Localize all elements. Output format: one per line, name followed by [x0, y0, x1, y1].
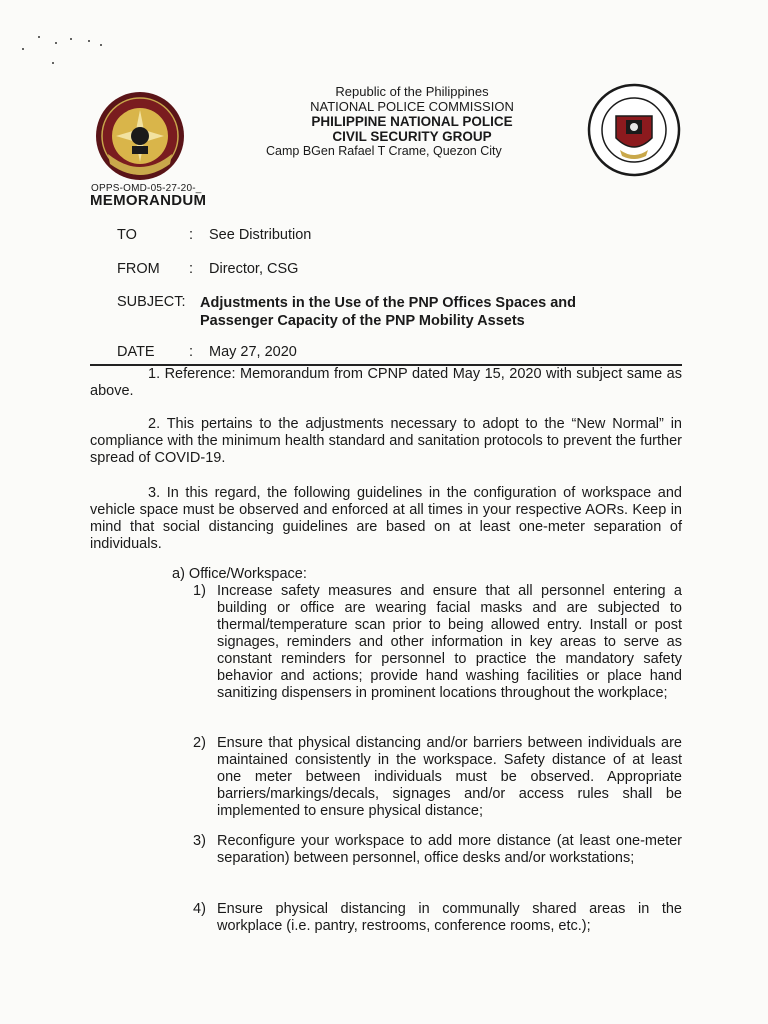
header-from — [117, 261, 298, 277]
header-subject — [117, 294, 630, 330]
list-item-number: 3) — [193, 833, 206, 849]
list-item-number: 4) — [193, 901, 206, 917]
memo-title: MEMORANDUM — [90, 192, 207, 209]
list-item-text: Increase safety measures and ensure that all personnel entering a building or office are wearing facial masks and are subjected to thermal/temperature scan prior to being allowed entry. Install or post signages, reminders and other information in key areas to serve as constant reminders for personnel to practice the mandatory safety behavior and actions; provide hand washing facilities or place hand sanitizing dispensers in prominent locations throughout the workplace; — [217, 583, 682, 701]
header-date — [117, 344, 297, 360]
list-item — [193, 735, 682, 820]
scan-speck — [70, 38, 72, 40]
from-label: FROM — [117, 261, 160, 277]
letterhead-napolcom: NATIONAL POLICE COMMISSION — [310, 99, 514, 114]
paragraph-2: 2. This pertains to the adjustments necessary to adopt to the “New Normal” in compliance with the minimum health standard and sanitation protocols to prevent the further spread of COVID-19. — [90, 416, 682, 466]
list-item — [193, 583, 682, 702]
list-item-text: Ensure that physical distancing and/or barriers between individuals are maintained consistently in the workspace. Safety distance of at least one meter between individuals must be observed. Appropriate barriers/markings/decals, signages and/or access rules shall be implemented to ensure physical distance; — [217, 735, 682, 819]
scan-speck — [38, 36, 40, 38]
paragraph-1: 1. Reference: Memorandum from CPNP dated May 15, 2020 with subject same as above. — [90, 366, 682, 399]
header-to — [117, 227, 311, 243]
list-item — [193, 901, 682, 935]
letterhead-pnp: PHILIPPINE NATIONAL POLICE — [311, 114, 513, 129]
date-label: DATE — [117, 344, 155, 360]
scan-speck — [52, 62, 54, 64]
csg-seal-logo — [586, 82, 682, 178]
pnp-seal-logo — [94, 90, 186, 182]
to-label: TO — [117, 227, 137, 243]
letterhead — [262, 84, 562, 159]
colon: : — [189, 261, 194, 277]
list-item-number: 2) — [193, 735, 206, 751]
list-item-number: 1) — [193, 583, 206, 599]
letterhead-csg: CIVIL SECURITY GROUP — [332, 129, 492, 144]
subject-label: SUBJECT: — [117, 294, 186, 310]
colon: : — [189, 344, 194, 360]
scan-speck — [55, 42, 57, 44]
list-item-text: Ensure physical distancing in communally shared areas in the workplace (i.e. pantry, restrooms, conference rooms, etc.); — [217, 901, 682, 934]
from-value: Director, CSG — [209, 261, 299, 277]
scan-speck — [88, 40, 90, 42]
list-item-text: Reconfigure your workspace to add more distance (at least one-meter separation) between personnel, office desks and/or workstations; — [217, 833, 682, 866]
subject-value: Adjustments in the Use of the PNP Offices Spaces and Passenger Capacity of the PNP Mobility Assets — [200, 295, 577, 329]
letterhead-address: Camp BGen Rafael T Crame, Quezon City — [266, 144, 502, 158]
section-a-heading: a) Office/Workspace: — [172, 566, 307, 582]
letterhead-republic: Republic of the Philippines — [335, 84, 489, 99]
date-value: May 27, 2020 — [209, 344, 297, 360]
colon: : — [189, 227, 194, 243]
paragraph-3: 3. In this regard, the following guidelines in the configuration of workspace and vehicle space must be observed and enforced at all times in your respective AORs. Keep in mind that social distancing guidelines are based on at least one-meter separation of individuals. — [90, 485, 682, 552]
to-value: See Distribution — [209, 227, 312, 243]
list-item — [193, 833, 682, 867]
scan-speck — [100, 44, 102, 46]
scan-speck — [22, 48, 24, 50]
reference-number: OPPS-OMD-05-27-20-_ — [91, 183, 202, 194]
